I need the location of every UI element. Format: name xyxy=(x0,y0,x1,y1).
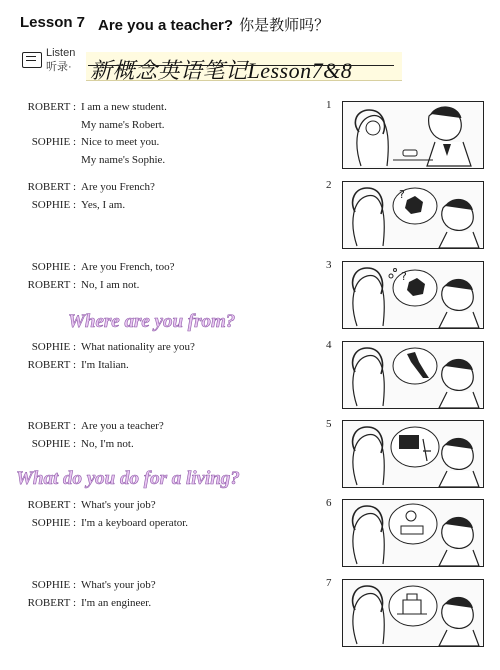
utterance: Are you French? xyxy=(81,181,155,193)
speaker: ROBERT : xyxy=(27,596,76,609)
dialog-line xyxy=(20,497,188,515)
dialog-block-6 xyxy=(20,497,188,532)
utterance: Are you a teacher? xyxy=(81,420,164,432)
illustration-keyboard-operator xyxy=(343,500,483,566)
svg-text:?: ? xyxy=(401,270,407,283)
dialog-block-1 xyxy=(20,99,167,169)
utterance: I'm Italian. xyxy=(81,358,129,371)
dialog-line xyxy=(20,179,155,197)
dialog-block-5 xyxy=(20,418,164,453)
cassette-icon xyxy=(22,52,42,68)
dialog-line xyxy=(20,515,188,533)
speaker xyxy=(20,117,81,135)
frame-number: 1 xyxy=(326,99,332,111)
dialog-line xyxy=(20,99,167,117)
listen-label xyxy=(46,46,75,74)
speaker: SOPHIE : xyxy=(31,579,76,591)
frame-number: 4 xyxy=(326,339,332,351)
illustration-frame-3 xyxy=(342,261,484,329)
speaker xyxy=(20,152,81,170)
illustration-engineer xyxy=(343,580,483,646)
utterance: I am a new student. xyxy=(81,101,167,113)
dialog-line xyxy=(20,577,156,595)
speaker: SOPHIE : xyxy=(31,516,76,529)
dialog-block-3 xyxy=(20,259,174,294)
lesson-title-en: Are you a teacher? xyxy=(98,17,234,34)
dialog-block-4 xyxy=(20,339,195,374)
dialog-line xyxy=(20,259,174,277)
dialog-block-7 xyxy=(20,577,156,612)
utterance: I'm an engineer. xyxy=(81,596,152,609)
note-banner xyxy=(86,52,402,81)
frame-number: 3 xyxy=(326,259,332,271)
overlay-where-from: Where are you from? xyxy=(68,311,236,332)
utterance: Nice to meet you. xyxy=(81,136,160,148)
utterance: What's your job? xyxy=(81,499,156,511)
dialog-line xyxy=(20,277,174,295)
speaker: SOPHIE : xyxy=(31,341,76,353)
illustration-thinking xyxy=(343,262,483,328)
overlay-living: What do you do for a living? xyxy=(16,468,240,489)
frame-number: 2 xyxy=(326,179,332,191)
dialog-line xyxy=(20,357,195,375)
dialog-block-2 xyxy=(20,179,155,214)
illustration-teacher-bubble xyxy=(343,421,483,487)
utterance: No, I am not. xyxy=(81,278,140,291)
illustration-frame-1 xyxy=(342,101,484,169)
dialog-line xyxy=(20,134,167,152)
lesson-title xyxy=(98,14,329,35)
lesson-number: Lesson 7 xyxy=(20,14,86,31)
frame-number: 5 xyxy=(326,418,332,430)
dialog-line xyxy=(20,197,155,215)
utterance: Yes, I am. xyxy=(81,198,126,211)
listen-section xyxy=(20,44,90,84)
dialog-line xyxy=(20,117,167,135)
illustration-italy-bubble xyxy=(343,342,483,408)
speaker: ROBERT : xyxy=(27,181,76,193)
speaker: SOPHIE : xyxy=(31,198,76,211)
speaker: ROBERT : xyxy=(27,358,76,371)
frame-number: 7 xyxy=(326,577,332,589)
frame-number: 6 xyxy=(326,497,332,509)
listen-label-cn: 听录· xyxy=(46,61,72,73)
utterance: Are you French, too? xyxy=(81,261,175,273)
utterance: My name's Robert. xyxy=(81,118,165,131)
svg-text:?: ? xyxy=(399,188,405,201)
illustration-meeting xyxy=(343,102,483,168)
speaker: ROBERT : xyxy=(27,499,76,511)
dialog-line xyxy=(20,595,156,613)
lesson-title-cn: 你是教师吗？ xyxy=(239,17,330,34)
dialog-line xyxy=(20,339,195,357)
utterance: What nationality are you? xyxy=(81,341,195,353)
illustration-frame-4 xyxy=(342,341,484,409)
illustration-frame-6 xyxy=(342,499,484,567)
speaker: ROBERT : xyxy=(27,420,76,432)
listen-label-en: Listen xyxy=(46,47,76,59)
speaker: ROBERT : xyxy=(27,278,76,291)
dialog-line xyxy=(20,152,167,170)
speaker: ROBERT : xyxy=(27,101,76,113)
illustration-frame-7 xyxy=(342,579,484,647)
utterance: What's your job? xyxy=(81,579,156,591)
speaker: SOPHIE : xyxy=(31,261,76,273)
speaker: SOPHIE : xyxy=(31,437,76,450)
illustration-france-bubble xyxy=(343,182,483,248)
note-banner-text: 新概念英语笔记Lesson7&8 xyxy=(90,58,353,83)
dialog-line xyxy=(20,436,164,454)
illustration-frame-5 xyxy=(342,420,484,488)
speaker: SOPHIE : xyxy=(31,136,76,148)
dialog-line xyxy=(20,418,164,436)
utterance: I'm a keyboard operator. xyxy=(81,516,189,529)
lesson-header xyxy=(20,14,490,36)
utterance: No, I'm not. xyxy=(81,437,134,450)
utterance: My name's Sophie. xyxy=(81,153,166,166)
strike-line xyxy=(88,65,394,66)
illustration-frame-2 xyxy=(342,181,484,249)
